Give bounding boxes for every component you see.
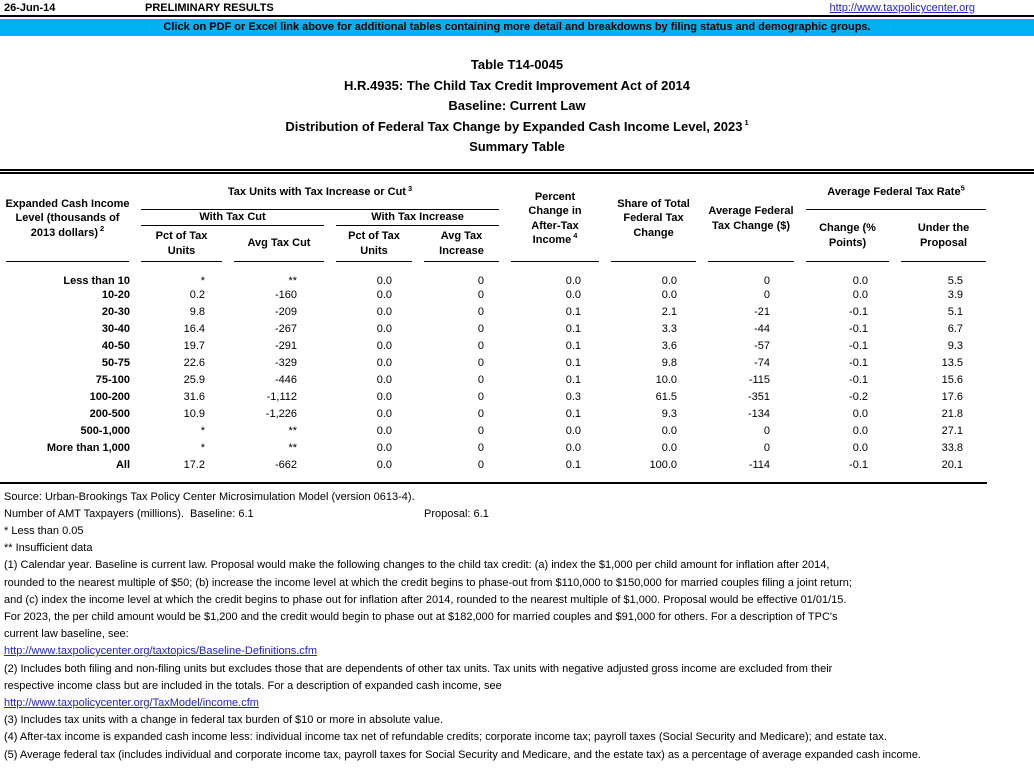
value-cell: 0.0 — [376, 289, 392, 301]
footnote-ref-3: 3 — [407, 183, 413, 193]
value-cell: 3.6 — [661, 340, 678, 352]
footnote-ref-5: 5 — [960, 183, 965, 193]
footnote-ref-1: 1 — [744, 118, 749, 128]
table-row — [0, 372, 992, 389]
table-row — [0, 304, 992, 321]
value-cell: -57 — [754, 340, 771, 352]
value-cell: 0.1 — [565, 306, 582, 318]
summary-table — [0, 176, 992, 474]
footnote-line: (2) Includes both filing and non-filing units but excludes those that are dependents of other tax units. Tax units with negative adjusted gross income are excluded from their — [4, 662, 833, 675]
under-proposal-header: Under the Proposal — [895, 210, 992, 262]
table-body — [0, 262, 992, 474]
footnote-line: current law baseline, see: — [4, 628, 129, 641]
value-cell: 0 — [763, 289, 771, 301]
value-cell: 0.0 — [565, 289, 582, 301]
value-cell: 0.0 — [852, 274, 869, 287]
value-cell: -0.1 — [849, 323, 869, 335]
value-cell: 31.6 — [183, 391, 205, 403]
average-change-header: Average Federal Tax Change ($) — [702, 176, 800, 262]
with-tax-increase-header: With Tax Increase — [330, 210, 505, 226]
value-cell: 9.8 — [661, 357, 678, 369]
value-cell: * — [200, 274, 205, 287]
pct-tax-units-cut-header: Pct of Tax Units — [135, 226, 228, 262]
with-tax-cut-header: With Tax Cut — [135, 210, 330, 226]
distribution-title-text: Distribution of Federal Tax Change by Expanded Cash Income Level, 2023 — [285, 118, 743, 134]
value-cell: 0.0 — [376, 425, 392, 437]
value-cell: 5.1 — [947, 306, 964, 318]
value-cell: 6.7 — [947, 323, 964, 335]
top-bar — [0, 0, 1034, 17]
value-cell: 0.0 — [376, 323, 392, 335]
value-cell: 13.5 — [941, 357, 964, 369]
value-cell: 27.1 — [941, 425, 964, 437]
value-cell: 0 — [477, 274, 485, 287]
banner-text: Click on PDF or Excel link above for additional tables containing more detail and breakdowns by filing status and demographic groups. — [163, 21, 871, 33]
value-cell: 0.0 — [376, 340, 392, 352]
value-cell: 10.9 — [183, 408, 205, 420]
avg-tax-cut-header: Avg Tax Cut — [228, 226, 330, 262]
baseline-title: Baseline: Current Law — [448, 98, 586, 113]
value-cell: 0.0 — [376, 306, 392, 318]
value-cell: -21 — [754, 306, 771, 318]
value-cell: -446 — [274, 374, 297, 386]
bill-title: H.R.4935: The Child Tax Credit Improvement Act of 2014 — [343, 77, 691, 93]
value-cell: 17.2 — [183, 459, 205, 471]
value-cell: -74 — [754, 357, 771, 369]
value-cell: -351 — [747, 391, 771, 403]
value-cell: 0.0 — [376, 374, 392, 386]
value-cell: -1,112 — [266, 391, 297, 403]
income-level-header: Expanded Cash Income Level (thousands of 2013 dollars) $^2$ — [0, 176, 135, 262]
footnote-line: (4) After-tax income is expanded cash income less: individual income tax net of refundable credits; corporate income tax; payroll taxes (Social Security and Medicare); and estate tax. — [4, 731, 887, 744]
value-cell: * — [200, 425, 205, 437]
value-cell: -0.1 — [849, 340, 869, 352]
value-cell: 0.0 — [376, 391, 392, 403]
value-cell: -0.1 — [849, 374, 869, 386]
value-cell: 0 — [477, 357, 485, 369]
distribution-title — [0, 117, 1034, 138]
share-of-total-header: Share of Total Federal Tax Change — [605, 176, 702, 262]
value-cell: 10.0 — [655, 374, 678, 386]
value-cell: -209 — [274, 306, 297, 318]
amt-proposal-text: Proposal: 6.1 — [424, 507, 489, 520]
value-cell: 3.9 — [947, 289, 964, 301]
footnote-line: and (c) index the income level at which the credit begins to phase out for inflation after 2014, rounded to the nearest multiple of $1,000. Proposal would be effective 01/01/15. — [4, 593, 847, 606]
value-cell: 0.1 — [565, 357, 582, 369]
value-cell: 0.0 — [661, 274, 678, 287]
value-cell: 0.0 — [565, 442, 582, 454]
summary-table-section — [0, 169, 1034, 484]
value-cell: 0.0 — [852, 442, 869, 454]
value-cell: 16.4 — [183, 323, 205, 335]
value-cell: 0.0 — [852, 425, 869, 437]
value-cell: -114 — [748, 459, 771, 471]
footnote-line: For 2023, the per child amount would be $1,200 and the credit would begin to phase out at $182,000 for married couples and $91,000 for others. For a description of TPC's — [4, 610, 838, 623]
value-cell: -0.1 — [849, 357, 869, 369]
table-row — [0, 287, 992, 304]
value-cell: 33.8 — [941, 442, 964, 454]
value-cell: 0.0 — [852, 408, 869, 420]
taxpolicycenter-link[interactable]: http://www.taxpolicycenter.org — [829, 2, 975, 14]
value-cell: 0 — [477, 442, 485, 454]
value-cell: 25.9 — [183, 374, 205, 386]
value-cell: 20.1 — [941, 459, 964, 471]
income-level-cell: Less than 10 — [63, 274, 130, 287]
table-row — [0, 355, 992, 372]
value-cell: 0 — [477, 391, 485, 403]
value-cell: 9.3 — [947, 340, 964, 352]
table-row — [0, 406, 992, 423]
income-level-cell: 500-1,000 — [80, 425, 130, 437]
table-row — [0, 457, 992, 474]
value-cell: 0.1 — [565, 374, 582, 386]
change-points-header: Change (% Points) — [800, 210, 895, 262]
value-cell: -44 — [754, 323, 771, 335]
table-number-title: Table T14-0045 — [470, 57, 564, 72]
income-level-cell: 200-500 — [89, 408, 130, 420]
value-cell: -267 — [274, 323, 297, 335]
avg-tax-increase-header: Avg Tax Increase — [418, 226, 505, 262]
value-cell: 0.0 — [565, 274, 582, 287]
value-cell: 0.0 — [852, 289, 869, 301]
income-level-cell: 20-30 — [101, 306, 130, 318]
value-cell: -134 — [747, 408, 771, 420]
footnote-line: rounded to the nearest multiple of $50; (b) increase the income level at which the credit begins to phase-out from $110,000 to $150,000 for married couples filing a joint return; — [4, 576, 852, 589]
value-cell: * — [200, 442, 205, 454]
value-cell: 0.0 — [376, 459, 392, 471]
info-banner — [0, 19, 1034, 36]
amt-baseline-text: Number of AMT Taxpayers (millions). Baseline: 6.1 — [4, 507, 254, 520]
value-cell: 0 — [477, 374, 485, 386]
footnote-link[interactable]: http://www.taxpolicycenter.org/TaxModel/income.cfm — [4, 696, 259, 709]
amt-taxpayers-line — [4, 506, 1030, 523]
value-cell: 0.0 — [565, 425, 582, 437]
income-level-cell: All — [115, 459, 130, 471]
value-cell: 0 — [477, 289, 485, 301]
value-cell: 9.3 — [661, 408, 678, 420]
footnote-line: respective income class but are included in the totals. For a description of expanded cash income, see — [4, 679, 502, 692]
value-cell: ** — [288, 425, 297, 437]
value-cell: 0.0 — [376, 357, 392, 369]
table-row — [0, 440, 992, 457]
value-cell: 100.0 — [649, 459, 678, 471]
value-cell: -291 — [274, 340, 297, 352]
tax-units-group-header: Tax Units with Tax Increase or Cut $^3$ — [135, 176, 505, 210]
value-cell: -662 — [274, 459, 297, 471]
double-star-note: ** Insufficient data — [4, 542, 93, 555]
value-cell: 0 — [763, 425, 771, 437]
value-cell: 0.1 — [565, 340, 582, 352]
table-header — [0, 176, 992, 262]
value-cell: 0.2 — [189, 289, 205, 301]
pct-tax-units-increase-header: Pct of Tax Units — [330, 226, 418, 262]
preliminary-results-label: PRELIMINARY RESULTS — [145, 2, 274, 14]
value-cell: 0 — [477, 408, 485, 420]
value-cell: 0.0 — [376, 408, 392, 420]
footer-block — [0, 484, 1034, 764]
value-cell: 0.0 — [661, 442, 678, 454]
value-cell: 0.3 — [565, 391, 582, 403]
income-level-cell: 100-200 — [89, 391, 130, 403]
value-cell: 17.6 — [941, 391, 964, 403]
value-cell: ** — [288, 274, 297, 287]
value-cell: -160 — [274, 289, 297, 301]
summary-table-title: Summary Table — [469, 139, 565, 154]
income-level-cell: 10-20 — [101, 289, 130, 301]
value-cell: 22.6 — [183, 357, 205, 369]
value-cell: -0.1 — [849, 306, 869, 318]
income-level-cell: 75-100 — [95, 374, 130, 386]
value-cell: -115 — [748, 374, 771, 386]
table-row — [0, 338, 992, 355]
avg-federal-tax-rate-group-header: Average Federal Tax Rate$^5$ — [800, 176, 992, 210]
footnote-ref-4: 4 — [573, 231, 578, 241]
source-line: Source: Urban-Brookings Tax Policy Center Microsimulation Model (version 0613-4). — [4, 490, 415, 503]
income-level-cell: More than 1,000 — [46, 442, 130, 454]
table-row — [0, 423, 992, 440]
value-cell: 0 — [477, 459, 485, 471]
value-cell: 2.1 — [661, 306, 678, 318]
value-cell: 0.0 — [661, 289, 678, 301]
table-row — [0, 262, 992, 287]
value-cell: 15.6 — [941, 374, 964, 386]
value-cell: 21.8 — [941, 408, 964, 420]
value-cell: 5.5 — [947, 274, 964, 287]
date-label: 26-Jun-14 — [4, 2, 56, 14]
table-row — [0, 321, 992, 338]
value-cell: 0.0 — [376, 274, 392, 287]
value-cell: 0.1 — [565, 459, 582, 471]
value-cell: -0.2 — [849, 391, 869, 403]
value-cell: -0.1 — [849, 459, 869, 471]
footnotes — [4, 557, 1030, 763]
value-cell: 0 — [477, 425, 485, 437]
value-cell: 0.0 — [376, 442, 392, 454]
value-cell: 0.0 — [661, 425, 678, 437]
income-level-cell: 40-50 — [101, 340, 130, 352]
value-cell: 0 — [763, 274, 771, 287]
income-level-cell: 50-75 — [101, 357, 130, 369]
star-note: * Less than 0.05 — [4, 524, 84, 537]
income-level-cell: 30-40 — [101, 323, 130, 335]
table-row — [0, 389, 992, 406]
value-cell: 0.1 — [565, 323, 582, 335]
footnote-line: (3) Includes tax units with a change in federal tax burden of $10 or more in absolute value. — [4, 714, 444, 727]
footnote-line: (1) Calendar year. Baseline is current law. Proposal would make the following changes to the child tax credit: (a) index the $1,000 per child amount for inflation after 2014, — [4, 559, 830, 572]
value-cell: -329 — [274, 357, 297, 369]
value-cell: 0 — [477, 340, 485, 352]
pct-change-after-tax-income-header: Percent Change in After-Tax Income $^4$ — [505, 176, 605, 262]
value-cell: 0 — [477, 306, 485, 318]
footnote-link[interactable]: http://www.taxpolicycenter.org/taxtopics/Baseline-Definitions.cfm — [4, 645, 318, 658]
value-cell: 0 — [477, 323, 485, 335]
value-cell: 61.5 — [655, 391, 678, 403]
value-cell: 0 — [763, 442, 771, 454]
title-block — [0, 55, 1034, 158]
value-cell: 9.8 — [189, 306, 205, 318]
value-cell: -1,226 — [265, 408, 297, 420]
footnote-ref-2: 2 — [100, 224, 105, 234]
value-cell: 3.3 — [661, 323, 678, 335]
value-cell: ** — [288, 442, 297, 454]
footnote-line: (5) Average federal tax (includes individual and corporate income tax, payroll taxes for Social Security and Medicare, and the estate tax) as a percentage of average expanded cash income. — [4, 748, 921, 761]
value-cell: 0.1 — [565, 408, 582, 420]
value-cell: 19.7 — [183, 340, 205, 352]
